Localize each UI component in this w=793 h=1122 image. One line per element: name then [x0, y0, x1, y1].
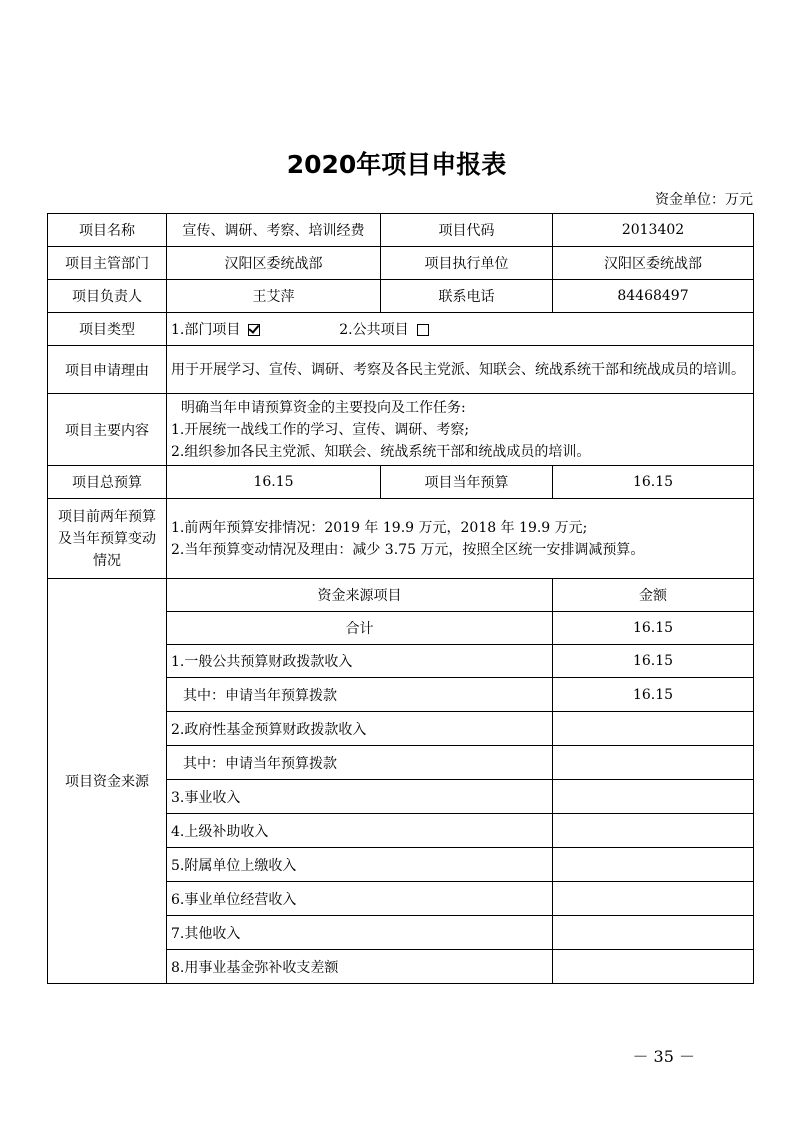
content-line-3: 2.组织参加各民主党派、知联会、统战系统干部和统战成员的培训。 [171, 443, 591, 460]
dept-value: 汉阳区委统战部 [167, 247, 381, 280]
page-number: － 35 － [632, 1047, 695, 1066]
exec-value: 汉阳区委统战部 [553, 247, 754, 280]
code-value: 2013402 [553, 214, 754, 247]
name-value: 宣传、调研、考察、培训经费 [167, 214, 381, 247]
type-options [167, 313, 754, 346]
fund-item-amount [553, 814, 754, 848]
code-label: 项目代码 [381, 214, 553, 247]
fund-item-name: 5.附属单位上缴收入 [167, 848, 553, 882]
fund-item-amount [553, 712, 754, 746]
fund-item-name: 1.一般公共预算财政拨款收入 [167, 645, 553, 678]
content-line-2: 1.开展统一战线工作的学习、宣传、调研、考察; [171, 421, 470, 438]
fund-item-name: 6.事业单位经营收入 [167, 882, 553, 916]
fund-item-amount: 16.15 [553, 645, 754, 678]
fund-item-name: 8.用事业基金弥补收支差额 [167, 950, 553, 984]
reason-value: 用于开展学习、宣传、调研、考察及各民主党派、知联会、统战系统干部和统战成员的培训。 [167, 346, 754, 394]
name-label: 项目名称 [48, 214, 167, 247]
fund-item-amount [553, 746, 754, 780]
total-budget-label: 项目总预算 [48, 466, 167, 499]
fund-item-name: 4.上级补助收入 [167, 814, 553, 848]
type-option-public: 2.公共项目 [339, 322, 409, 338]
checked-box-icon [248, 324, 260, 336]
fund-item-amount [553, 848, 754, 882]
application-table [47, 213, 754, 984]
change-line-1: 1.前两年预算安排情况：2019 年 19.9 万元，2018 年 19.9 万元; [171, 519, 588, 536]
content-line-1: 明确当年申请预算资金的主要投向及工作任务: [181, 399, 466, 416]
funds-header-item: 资金来源项目 [167, 579, 553, 612]
year-budget-value: 16.15 [553, 466, 754, 499]
year-budget-label: 项目当年预算 [381, 466, 553, 499]
phone-value: 84468497 [553, 280, 754, 313]
fund-item-amount: 16.15 [553, 678, 754, 712]
dept-label: 项目主管部门 [48, 247, 167, 280]
fund-item-name: 合计 [167, 612, 553, 645]
fund-item-amount [553, 916, 754, 950]
total-budget-value: 16.15 [167, 466, 381, 499]
leader-value: 王艾萍 [167, 280, 381, 313]
unit-note: 资金单位：万元 [655, 192, 753, 208]
type-option-dept: 1.部门项目 [171, 322, 241, 338]
fund-item-name: 其中：申请当年预算拨款 [167, 746, 553, 780]
content-value [167, 394, 754, 466]
reason-label: 项目申请理由 [48, 346, 167, 394]
funds-header-amount: 金额 [553, 579, 754, 612]
exec-label: 项目执行单位 [381, 247, 553, 280]
funds-label: 项目资金来源 [48, 579, 167, 984]
phone-label: 联系电话 [381, 280, 553, 313]
type-label: 项目类型 [48, 313, 167, 346]
unchecked-box-icon [417, 324, 429, 336]
change-line-2: 2.当年预算变动情况及理由：减少 3.75 万元，按照全区统一安排调减预算。 [171, 541, 645, 558]
leader-label: 项目负责人 [48, 280, 167, 313]
fund-item-amount [553, 780, 754, 814]
content-label: 项目主要内容 [48, 394, 167, 466]
fund-item-amount: 16.15 [553, 612, 754, 645]
fund-item-amount [553, 882, 754, 916]
fund-item-amount [553, 950, 754, 984]
fund-item-name: 其中：申请当年预算拨款 [167, 678, 553, 712]
budget-change-value [167, 499, 754, 579]
page-title: 2020年项目申报表 [286, 150, 507, 179]
fund-item-name: 3.事业收入 [167, 780, 553, 814]
fund-item-name: 7.其他收入 [167, 916, 553, 950]
budget-change-label: 项目前两年预算及当年预算变动情况 [48, 499, 167, 579]
fund-item-name: 2.政府性基金预算财政拨款收入 [167, 712, 553, 746]
